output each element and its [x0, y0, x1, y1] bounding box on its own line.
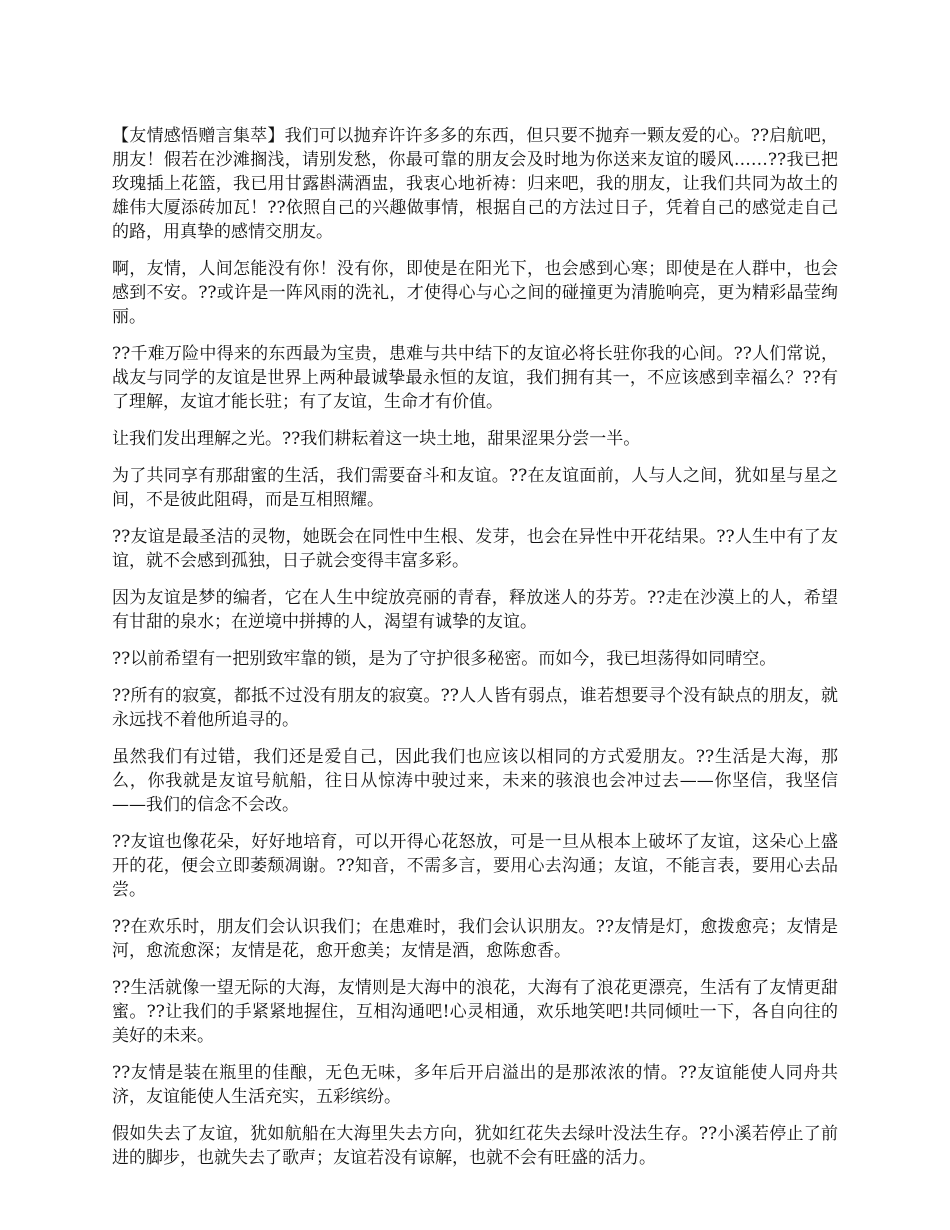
paragraph-15: 假如失去了友谊，犹如航船在大海里失去方向，犹如红花失去绿叶没法生存。??小溪若停止了前进的脚步，也就失去了歌声；友谊若没有谅解，也就不会有旺盛的活力。 — [112, 1124, 838, 1168]
paragraph-7: 因为友谊是梦的编者，它在人生中绽放亮丽的青春，释放迷人的芬芳。??走在沙漠上的人，希望有甘甜的泉水；在逆境中拼搏的人，渴望有诚挚的友谊。 — [112, 588, 838, 632]
paragraph-9: ??所有的寂寞，都抵不过没有朋友的寂寞。??人人皆有弱点，谁若想要寻个没有缺点的朋友，就永远找不着他所追寻的。 — [112, 686, 838, 730]
paragraph-2: 啊，友情，人间怎能没有你！没有你，即使是在阳光下，也会感到心寒；即使是在人群中，也会感到不安。??或许是一阵风雨的洗礼，才使得心与心之间的碰撞更为清脆响亮，更为精彩晶莹绚丽。 — [112, 259, 838, 327]
paragraph-5: 为了共同享有那甜蜜的生活，我们需要奋斗和友谊。??在友谊面前，人与人之间，犹如星与星之间，不是彼此阻碍，而是互相照耀。 — [112, 466, 838, 510]
paragraph-14: ??友情是装在瓶里的佳酿，无色无味，多年后开启溢出的是那浓浓的情。??友谊能使人同舟共济，友谊能使人生活充实，五彩缤纷。 — [112, 1063, 838, 1107]
paragraph-10: 虽然我们有过错，我们还是爱自己，因此我们也应该以相同的方式爱朋友。??生活是大海，那么，你我就是友谊号航船，往日从惊涛中驶过来，未来的骇浪也会冲过去——你坚信，我坚信——我们的信念不会改。 — [112, 747, 838, 815]
document-page — [112, 124, 838, 1183]
paragraph-1: 【友情感悟赠言集萃】我们可以抛弃许许多多的东西，但只要不抛弃一颗友爱的心。??启航吧，朋友！假若在沙滩搁浅，请别发愁，你最可靠的朋友会及时地为你送来友谊的暖风……??我已把玫瑰插上花篮，我已用甘露斟满酒盅，我衷心地祈祷：归来吧，我的朋友，让我们共同为故土的雄伟大厦添砖加瓦！??依照自己的兴趣做事情，根据自己的方法过日子，凭着自己的感觉走自己的路，用真挚的感情交朋友。 — [112, 126, 838, 242]
paragraph-12: ??在欢乐时，朋友们会认识我们；在患难时，我们会认识朋友。??友情是灯，愈拨愈亮；友情是河，愈流愈深；友情是花，愈开愈美；友情是酒，愈陈愈香。 — [112, 917, 838, 961]
paragraph-6: ??友谊是最圣洁的灵物，她既会在同性中生根、发芽，也会在异性中开花结果。??人生中有了友谊，就不会感到孤独，日子就会变得丰富多彩。 — [112, 527, 838, 571]
paragraph-3: ??千难万险中得来的东西最为宝贵，患难与共中结下的友谊必将长驻你我的心间。??人们常说，战友与同学的友谊是世界上两种最诚挚最永恒的友谊，我们拥有其一，不应该感到幸福么？??有了理解，友谊才能长驻；有了友谊，生命才有价值。 — [112, 344, 838, 412]
paragraph-4: 让我们发出理解之光。??我们耕耘着这一块土地，甜果涩果分尝一半。 — [112, 429, 641, 449]
paragraph-11: ??友谊也像花朵，好好地培育，可以开得心花怒放，可是一旦从根本上破坏了友谊，这朵心上盛开的花，便会立即萎颓凋谢。??知音，不需多言，要用心去沟通；友谊，不能言表，要用心去品尝。 — [112, 832, 838, 900]
paragraph-8: ??以前希望有一把别致牢靠的锁，是为了守护很多秘密。而如今，我已坦荡得如同晴空。 — [112, 649, 777, 669]
paragraph-13: ??生活就像一望无际的大海，友情则是大海中的浪花，大海有了浪花更漂亮，生活有了友情更甜蜜。??让我们的手紧紧地握住，互相沟通吧!心灵相通，欢乐地笑吧!共同倾吐一下，各自向往的美好的未来。 — [112, 978, 838, 1046]
